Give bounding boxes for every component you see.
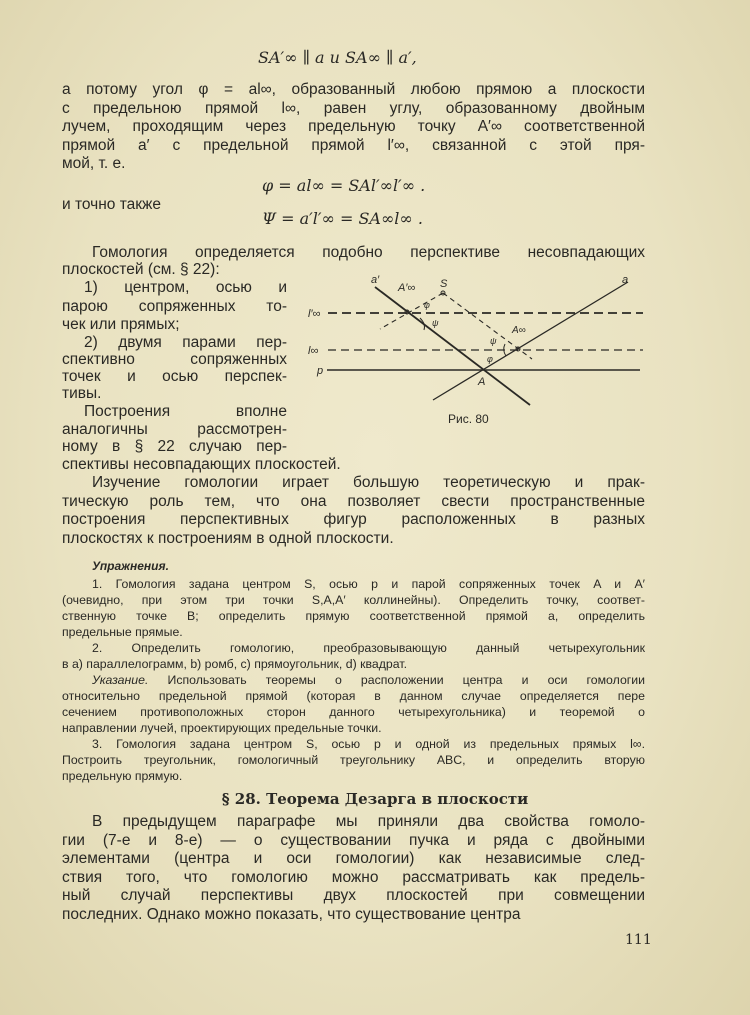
text-line: точек и осью перспек- bbox=[62, 368, 287, 385]
text-line: с предельною прямой l∞, равен углу, образованному двойным bbox=[62, 99, 645, 117]
formula-psi: Ψ = a′l′∞ = SA∞l∞ . bbox=[262, 209, 423, 228]
text-line: тическую роль тем, что она позволяет свести пространственные bbox=[62, 492, 645, 510]
exercise-1 bbox=[62, 576, 645, 640]
angle-arc-phi-lower bbox=[504, 344, 506, 356]
text-line: сечением противоположных сторон данного четырехугольника) и теоремой о bbox=[62, 705, 645, 719]
hint-first-line bbox=[62, 672, 645, 688]
exercise-2-hint bbox=[62, 672, 645, 736]
line-a-prime bbox=[375, 287, 530, 405]
text-line: относительно предельной прямой (которая в данном случае определяется пере bbox=[62, 689, 645, 703]
label-S: S bbox=[440, 278, 448, 290]
label-l-prime-inf: l′∞ bbox=[308, 308, 321, 320]
text-line: ному в § 22 случаю пер- bbox=[62, 438, 287, 455]
text-line: плоскостях к построениям в одной плоскости. bbox=[62, 529, 394, 547]
list-item-2 bbox=[62, 334, 287, 402]
point-A-inf bbox=[516, 347, 520, 351]
text-line: построения перспективных фигур расположенных в разных bbox=[62, 511, 645, 528]
text-also: и точно также bbox=[62, 196, 162, 213]
text-line: 1. Гомология задана центром S, осью p и парой сопряженных точек A и A′ bbox=[92, 577, 645, 591]
paragraph-constructions-tail: спективы несовпадающих плоскостей. bbox=[62, 456, 341, 473]
text-line: В предыдущем параграфе мы приняли два свойства гомоло- bbox=[92, 813, 645, 830]
text-line: парою сопряженных то- bbox=[62, 297, 287, 315]
text-line: плоскостей (см. § 22): bbox=[62, 261, 220, 278]
ray-S-A-prime-inf bbox=[380, 293, 443, 329]
text-line: чек или прямых; bbox=[62, 316, 180, 333]
hint-label: Указание. bbox=[92, 673, 149, 687]
text-line: 3. Гомология задана центром S, осью p и одной из предельных прямых l∞. bbox=[92, 737, 645, 751]
text-line: направлении лучей, проектирующих предельные точки. bbox=[62, 721, 382, 735]
text-line: тивы. bbox=[62, 385, 102, 402]
paragraph-angle bbox=[62, 81, 645, 174]
label-l-inf: l∞ bbox=[308, 345, 319, 357]
formula-parallel: SA′∞ ∥ a и SA∞ ∥ a′, bbox=[258, 48, 417, 67]
label-p: p bbox=[317, 365, 324, 377]
text-line: Построения вполне bbox=[84, 403, 287, 420]
text-line: в а) параллелограмм, b) ромб, c) прямоугольник, d) квадрат. bbox=[62, 657, 407, 671]
list-item-1 bbox=[62, 279, 287, 335]
paragraph-homology bbox=[62, 244, 645, 278]
page-number: 111 bbox=[625, 932, 652, 948]
paragraph-desargues bbox=[62, 813, 645, 924]
text-line: ственную точке B; определить прямую соответственной прямой a, определить bbox=[62, 609, 645, 623]
text-line: предельную прямую. bbox=[62, 769, 183, 783]
text-line: (очевидно, при этом три точки S,A,A′ коллинейны). Определить точку, соответ- bbox=[62, 593, 645, 607]
section-heading: § 28. Теорема Дезарга в плоскости bbox=[221, 790, 529, 808]
figure-caption: Рис. 80 bbox=[448, 412, 489, 426]
label-phi-lower: φ bbox=[487, 354, 493, 364]
text-line: предельные прямые. bbox=[62, 625, 183, 639]
text-line: ный случай перспективы двух плоскостей при совмещении bbox=[62, 887, 645, 904]
text-line: Гомология определяется подобно перспективе несовпадающих bbox=[92, 244, 645, 261]
text-line: Изучение гомологии играет большую теоретическую и прак- bbox=[92, 474, 645, 491]
text-line: 2) двумя парами пер- bbox=[84, 334, 287, 351]
text-line: лучем, проходящим через предельную точку A′∞ соответственной bbox=[62, 118, 645, 135]
angle-arc-psi-upper bbox=[420, 318, 425, 330]
label-a-prime: a′ bbox=[371, 274, 380, 286]
label-a: a bbox=[622, 274, 629, 286]
text-line: а потому угол φ = al∞, образованный любою прямою a плоскости bbox=[62, 81, 645, 98]
ray-S-A-inf bbox=[443, 293, 532, 359]
label-A-prime-inf: A′∞ bbox=[398, 282, 416, 294]
text-line: 2. Определить гомологию, преобразовывающую данный четырехугольник bbox=[92, 641, 645, 655]
text-line: Построить треугольник, гомологичный треугольнику ABC, и определить вторую bbox=[62, 753, 645, 767]
exercises-heading: Упражнения. bbox=[92, 559, 169, 573]
text-line: ствия того, что гомологию можно рассматривать как предель- bbox=[62, 868, 645, 886]
label-psi-lower: ψ bbox=[490, 336, 497, 346]
text-line: прямой a′ с предельной прямой l′∞, связанной с этой пря- bbox=[62, 136, 645, 154]
text-line: гии (7-е и 8-е) — о существовании пучка и ряда с двойными bbox=[62, 831, 645, 849]
label-phi-upper: φ bbox=[424, 300, 430, 310]
hint-text: Использовать теоремы о расположении центра и оси гомологии bbox=[167, 673, 646, 687]
exercise-2 bbox=[62, 640, 645, 672]
formula-phi: φ = al∞ = SAl′∞l′∞ . bbox=[262, 176, 426, 195]
text-line: последних. Однако можно показать, что существование центра bbox=[62, 905, 521, 923]
label-A: A bbox=[478, 376, 486, 388]
text-line: мой, т. е. bbox=[62, 155, 126, 172]
point-S bbox=[441, 291, 445, 295]
exercise-3 bbox=[62, 736, 645, 784]
text-line: аналогичны рассмотрен- bbox=[62, 420, 287, 438]
label-psi-upper: ψ bbox=[432, 318, 439, 328]
text-line: спективно сопряженных bbox=[62, 351, 287, 368]
hint-lines bbox=[62, 688, 645, 736]
line-a bbox=[433, 282, 628, 400]
label-A-inf: A∞ bbox=[512, 325, 526, 336]
text-line: элементами (центра и оси гомологии) как независимые след- bbox=[62, 850, 645, 867]
paragraph-constructions bbox=[62, 403, 287, 456]
text-line: 1) центром, осью и bbox=[84, 279, 287, 296]
point-A-prime-inf bbox=[405, 310, 409, 314]
paragraph-study bbox=[62, 474, 645, 548]
